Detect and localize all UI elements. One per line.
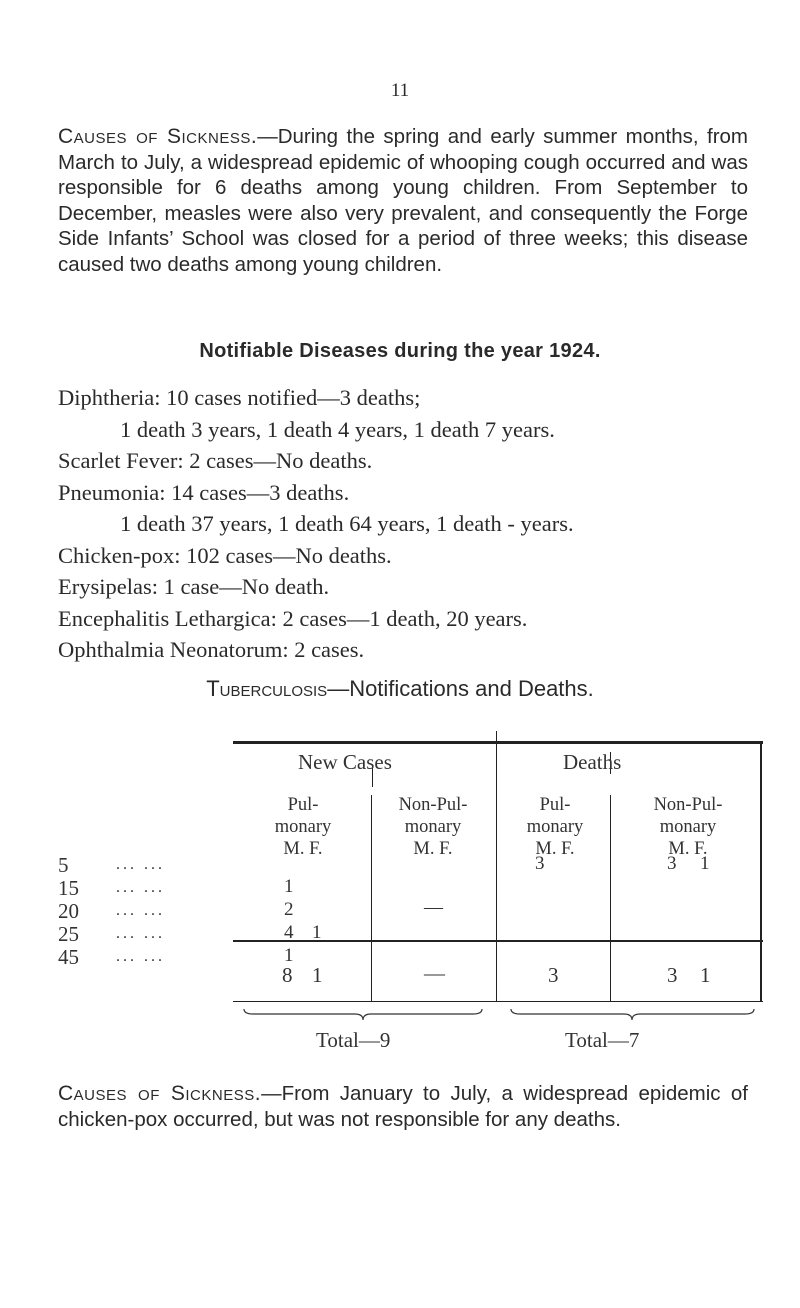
age-row-label: 45 [58,945,79,969]
paragraph-lead: Causes of Sickness. [58,125,258,148]
header-line: Pul- [539,795,571,815]
notifiable-diseases-heading: Notifiable Diseases during the year 1924. [199,340,601,362]
disease-line: Chicken-pox: 102 cases—No deaths. [58,542,392,568]
disease-line: Encephalitis Lethargica: 2 cases—1 death, 20 years. [58,605,528,631]
disease-line: Pneumonia: 14 cases—3 deaths. [58,479,350,505]
age-row-label: 5 [58,853,69,877]
table-right-border [760,741,762,1002]
disease-line: Ophthalmia Neonatorum: 2 cases. [58,637,365,662]
leader-dots: ... ... [116,948,165,965]
table-bottom-rule [233,1001,763,1002]
table-cell: 1 [284,945,294,966]
page-number: 11 [390,80,410,101]
causes-of-sickness-paragraph-2 [58,1081,748,1132]
deaths-pulmonary-header [485,794,625,860]
age-row-label: 15 [58,876,79,900]
deaths-header: Deaths [563,750,622,774]
table-top-rule [233,741,763,744]
new-non-pulmonary-header [363,794,503,860]
disease-detail-line: 1 death 37 years, 1 death 64 years, 1 death - years. [120,511,574,536]
header-line: M. F. [413,839,453,859]
header-line: M. F. [668,839,708,859]
leader-dots: ... ... [116,879,165,896]
paragraph-text: —From January to July, a widespread epidemic of chicken-pox occurred, but was not responsible for any deaths. [58,1082,748,1131]
paragraph-lead: Causes of Sickness. [58,1082,262,1105]
header-line: M. F. [283,839,323,859]
age-row-label: 25 [58,922,79,946]
total-cell: 1 [700,963,711,987]
header-line: Pul- [287,795,319,815]
disease-detail-line: 1 death 3 years, 1 death 4 years, 1 death 7 years. [120,416,555,442]
header-line: Non-Pul- [398,795,468,815]
table-cell: 1 [700,853,710,874]
disease-line: Diphtheria: 10 cases notified—3 deaths; [58,385,421,410]
header-line: M. F. [535,839,575,859]
header-line: Non-Pul- [653,795,723,815]
leader-dots: ... ... [116,902,165,919]
tuberculosis-heading-lead: Tuberculosis [206,676,328,701]
total-cell: — [424,961,445,985]
table-cell: 4 [284,922,294,943]
total-deaths: Total—7 [565,1028,640,1052]
header-line: monary [274,817,332,837]
disease-line: Erysipelas: 1 case—No death. [58,574,330,599]
table-cell: 1 [284,876,294,897]
new-cases-brace [243,1008,483,1022]
deaths-non-pulmonary-header [618,794,758,860]
tuberculosis-heading-rest: —Notifications and Deaths. [327,676,594,701]
total-cell: 1 [312,963,323,987]
table-cell: 1 [312,922,322,943]
deaths-brace [510,1008,755,1022]
disease-line: Scarlet Fever: 2 cases—No deaths. [58,448,373,473]
age-row-label: 20 [58,899,79,923]
header-line: monary [659,817,717,837]
table-cell: — [424,897,443,918]
new-pulmonary-header [233,794,373,860]
table-cell: 3 [667,853,677,874]
total-cell: 3 [667,963,678,987]
header-line: monary [404,817,462,837]
table-cell: 3 [535,853,545,874]
paragraph-text: —During the spring and early summer months, from March to July, a widespread epidemic of whooping cough occurred and was responsible for 6 deaths among young children. From September to December, measles were also very prevalent, and consequently the Forge Side Infants’ School was closed for a period of three weeks; this disease caused two deaths among young children. [58,125,748,276]
total-cell: 8 [282,963,293,987]
table-cell: 2 [284,899,294,920]
header-line: monary [526,817,584,837]
column-divider [496,731,497,1002]
total-new-cases: Total—9 [316,1028,391,1052]
total-cell: 3 [548,963,559,987]
leader-dots: ... ... [116,856,165,873]
new-cases-header: New Cases [298,750,392,774]
leader-dots: ... ... [116,925,165,942]
